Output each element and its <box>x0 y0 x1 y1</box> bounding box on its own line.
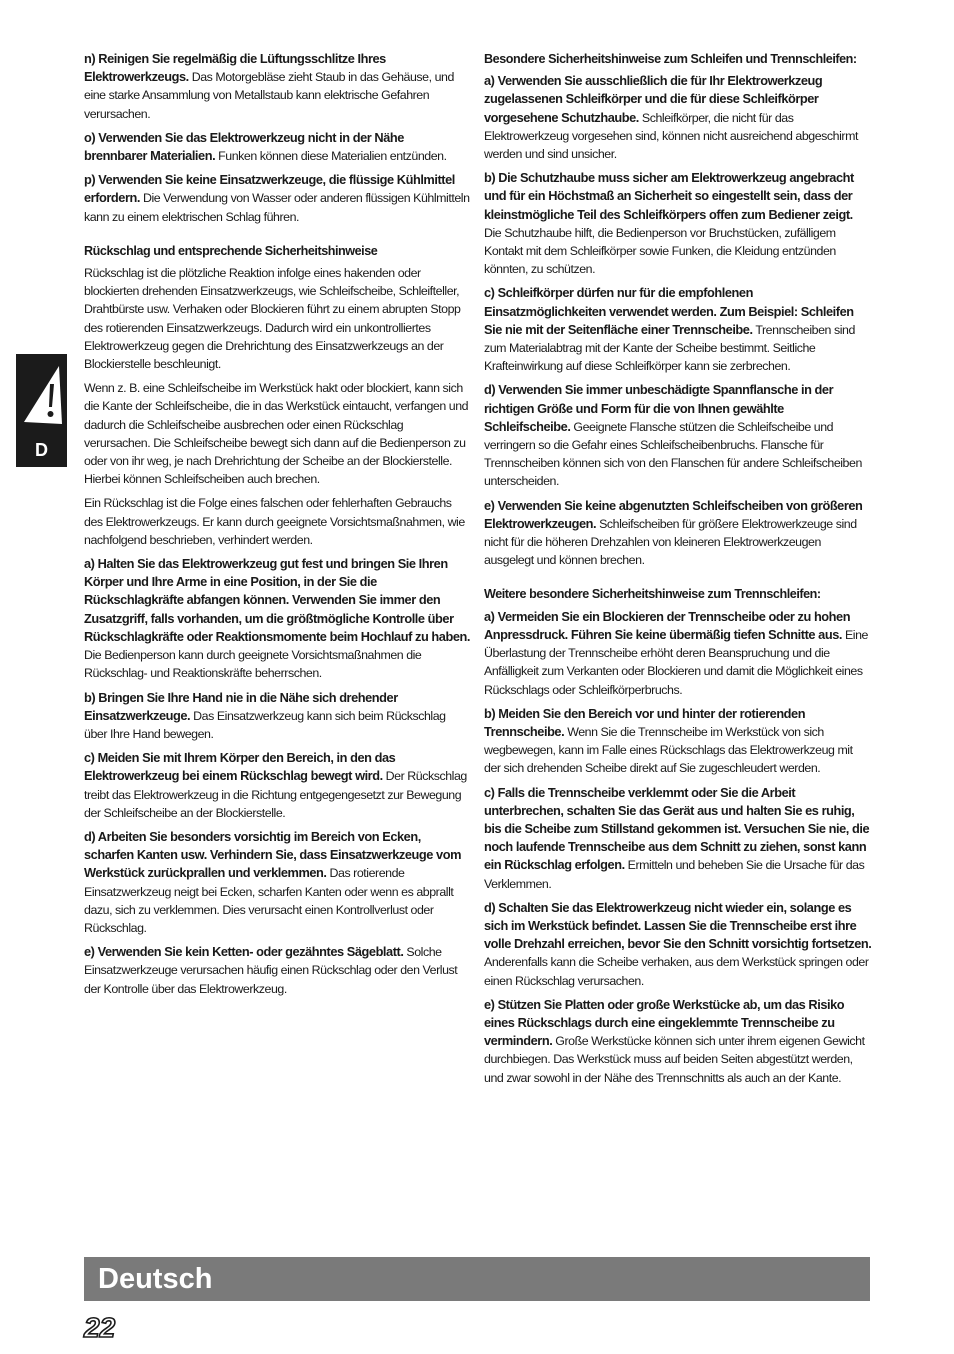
item-cutting-c: c) Falls die Trennscheibe verklemmt oder Sie die Arbeit unterbrechen, schalten Sie das Gerät aus und halten Sie es ruhig, bis die Scheibe zum Stillstand gekommen ist. Versuchen Sie nie, die noch laufende Trennscheibe aus dem Schnitt zu ziehen, sonst kann ein Rückschlag erfolgen. Ermitteln und beheben Sie die Ursache für das Verklemmen. <box>484 784 870 891</box>
item-kickback-a: a) Halten Sie das Elektrowerkzeug gut fest und bringen Sie Ihren Körper und Ihre Arme in eine Position, in der Sie die Rückschlagkräfte abfangen können. Verwenden Sie immer den Zusatzgriff, falls vorhanden, um die größtmögliche Kontrolle über Rückschlagkräfte oder Reaktionsmomente beim Hochlauf zu haben. Die Bedienperson kann durch geeignete Vorsichtsmaßnahmen die Rückschlag- und Reaktionskräfte beherrschen. <box>84 556 470 681</box>
item-kickback-c: c) Meiden Sie mit Ihrem Körper den Bereich, in den das Elektrowerkzeug bei einem Rückschlag bewegt wird. Der Rückschlag treibt das Elektrowerkzeug in die Richtung entgegengesetzt zur Bewegung der Schleifscheibe an der Blockierstelle. <box>84 750 467 820</box>
item-cutting-d: d) Schalten Sie das Elektrowerkzeug nicht wieder ein, solange es sich im Werkstück befindet. Lassen Sie die Trennscheibe erst ihre volle Drehzahl erreichen, bevor Sie den Schnitt vorsichtig fortsetzen. Anderenfalls kann die Scheibe verhaken, aus dem Werkstück springen oder einen Rückschlag verursachen. <box>484 899 872 988</box>
section-heading-kickback: Rückschlag und entsprechende Sicherheitshinweise <box>84 243 378 258</box>
item-kickback-d: d) Arbeiten Sie besonders vorsichtig im Bereich von Ecken, scharfen Kanten usw. Verhindern Sie, dass Einsatzwerkzeuge vom Werkstück zurückprallen und verklemmen. Das rotierende Einsatzwerkzeug neigt bei Ecken, scharfen Kanten oder wenn es abprallt dazu, sich zu verklemmen. Dies verursacht einen Kontrollverlust oder Rückschlag. <box>84 828 461 935</box>
item-cutting-a: a) Vermeiden Sie ein Blockieren der Trennscheibe oder zu hohen Anpressdruck. Führen Sie keine übermäßig tiefen Schnitte aus. Eine Überlastung der Trennscheibe erhöht deren Beanspruchung und die Anfälligkeit zum Verkanten oder Blockieren und damit die Möglichkeit eines Rückschlags oder Schleifkörperbruchs. <box>484 608 868 697</box>
item-grinding-d: d) Verwenden Sie immer unbeschädigte Spannflansche in der richtigen Größe und Form für die von Ihnen gewählte Schleifscheibe. Geeignete Flansche stützen die Schleifscheibe und verringern so die Gefahr eines Schleifscheibenbruchs. Flansche für Trennscheiben können sich von den Flanschen für andere Schleifscheiben unterscheiden. <box>484 382 862 489</box>
section-heading-cutting: Weitere besondere Sicherheitshinweise zum Trennschleifen: <box>484 587 821 602</box>
item-o: o) Verwenden Sie das Elektrowerkzeug nicht in der Nähe brennbarer Materialien. Funken können diese Materialien entzünden. <box>84 129 447 164</box>
language-side-tab <box>16 354 67 467</box>
warning-triangle-icon <box>19 362 64 428</box>
page-number: 22 <box>84 1312 116 1343</box>
item-kickback-b: b) Bringen Sie Ihre Hand nie in die Nähe sich drehender Einsatzwerkzeuge. Das Einsatzwerkzeug kann sich beim Rückschlag über Ihre Hand bewegen. <box>84 689 446 741</box>
item-grinding-e: e) Verwenden Sie keine abgenutzten Schleifscheiben von größeren Elektrowerkzeugen. Schleifscheiben für größere Elektrowerkzeuge sind nicht für die höheren Drehzahlen von kleineren Elektrowerkzeugen ausgelegt und können brechen. <box>484 497 863 568</box>
footer-language-label: Deutsch <box>98 1263 213 1295</box>
paragraph-kickback-example: Wenn z. B. eine Schleifscheibe im Werkstück hakt oder blockiert, kann sich die Kante der Schleifscheibe, die in das Werkstück eintaucht, verfangen und dadurch die Schleifscheibe ausbrechen oder einen Rückschlag verursachen. Die Schleifscheibe bewegt sich dann auf die Bedienperson zu oder von ihr weg, je nach Drehrichtung der Scheibe an der Blockierstelle. Hierbei können Schleifscheiben auch brechen. <box>84 381 469 487</box>
item-grinding-a: a) Verwenden Sie ausschließlich die für Ihr Elektrowerkzeug zugelassenen Schleifkörper und die für diese Schleifkörper vorgesehene Schutzhaube. Schleifkörper, die nicht für das Elektrowerkzeug vorgesehen sind, können nicht ausreichend abgeschirmt werden und sind unsicher. <box>484 73 858 162</box>
section-heading-grinding: Besondere Sicherheitshinweise zum Schleifen und Trennschleifen: <box>484 52 857 66</box>
paragraph-kickback-definition: Rückschlag ist die plötzliche Reaktion infolge eines hakenden oder blockierten drehenden Einsatzwerkzeugs, wie Schleifscheibe, Schleifteller, Drahtbürste usw. Verhaken oder Blockieren führt zu einem abrupten Stopp des rotierenden Einsatzwerkzeugs. Dadurch wird ein unkontrolliertes Elektrowerkzeug gegen die Drehrichtung des Einsatzwerkzeugs an der Blockierstelle beschleunigt. <box>84 266 461 372</box>
item-cutting-e: e) Stützen Sie Platten oder große Werkstücke ab, um das Risiko eines Rückschlags durch eine eingeklemmte Trennscheibe zu vermindern. Große Werkstücke können sich unter ihrem eigenen Gewicht durchbiegen. Das Werkstück muss auf beiden Seiten abgestützt werden, und zwar sowohl in der Nähe des Trennschnitts als auch an der Kante. <box>484 996 865 1085</box>
language-letter: D <box>35 440 48 460</box>
right-column <box>484 50 872 1093</box>
item-p: p) Verwenden Sie keine Einsatzwerkzeuge, die flüssige Kühlmittel erfordern. Die Verwendung von Wasser oder anderen flüssigen Kühlmitteln kann zu einem elektrischen Schlag führen. <box>84 172 470 224</box>
item-cutting-b: b) Meiden Sie den Bereich vor und hinter der rotierenden Trennscheibe. Wenn Sie die Trennscheibe im Werkstück von sich wegbewegen, kann im Falle eines Rückschlags das Elektrowerkzeug mit der sich drehenden Scheibe direkt auf Sie zugeschleudert werden. <box>484 705 853 776</box>
left-column <box>84 50 470 1004</box>
item-kickback-e: e) Verwenden Sie kein Ketten- oder gezähntes Sägeblatt. Solche Einsatzwerkzeuge verursachen häufig einen Rückschlag oder den Verlust der Kontrolle über das Elektrowerkzeug. <box>84 944 458 996</box>
item-n: n) Reinigen Sie regelmäßig die Lüftungsschlitze Ihres Elektrowerkzeugs. Das Motorgebläse zieht Staub in das Gehäuse, und eine starke Ansammlung von Metallstaub kann elektrische Gefahren verursachen. <box>84 51 454 121</box>
item-grinding-b: b) Die Schutzhaube muss sicher am Elektrowerkzeug angebracht und für ein Höchstmaß an Sicherheit so eingestellt sein, dass der kleinstmögliche Teil des Schleifkörpers offen zum Bediener zeigt. Die Schutzhaube hilft, die Bedienperson vor Bruchstücken, zufälligem Kontakt mit dem Schleifkörper sowie Funken, die Kleidung entzünden könnten, zu schützen. <box>484 170 854 277</box>
item-grinding-c: c) Schleifkörper dürfen nur für die empfohlenen Einsatzmöglichkeiten verwendet werden. Zum Beispiel: Schleifen Sie nie mit der Seitenfläche einer Trennscheibe. Trennscheiben sind zum Materialabtrag mit der Kante der Scheibe bestimmt. Seitliche Krafteinwirkung auf diese Schleifkörper kann sie zerbrechen. <box>484 285 855 374</box>
paragraph-kickback-cause: Ein Rückschlag ist die Folge eines falschen oder fehlerhaften Gebrauchs des Elektrowerkzeugs. Er kann durch geeignete Vorsichtsmaßnahmen, wie nachfolgend beschrieben, verhindert werden. <box>84 496 465 547</box>
footer-language-bar <box>84 1257 870 1301</box>
